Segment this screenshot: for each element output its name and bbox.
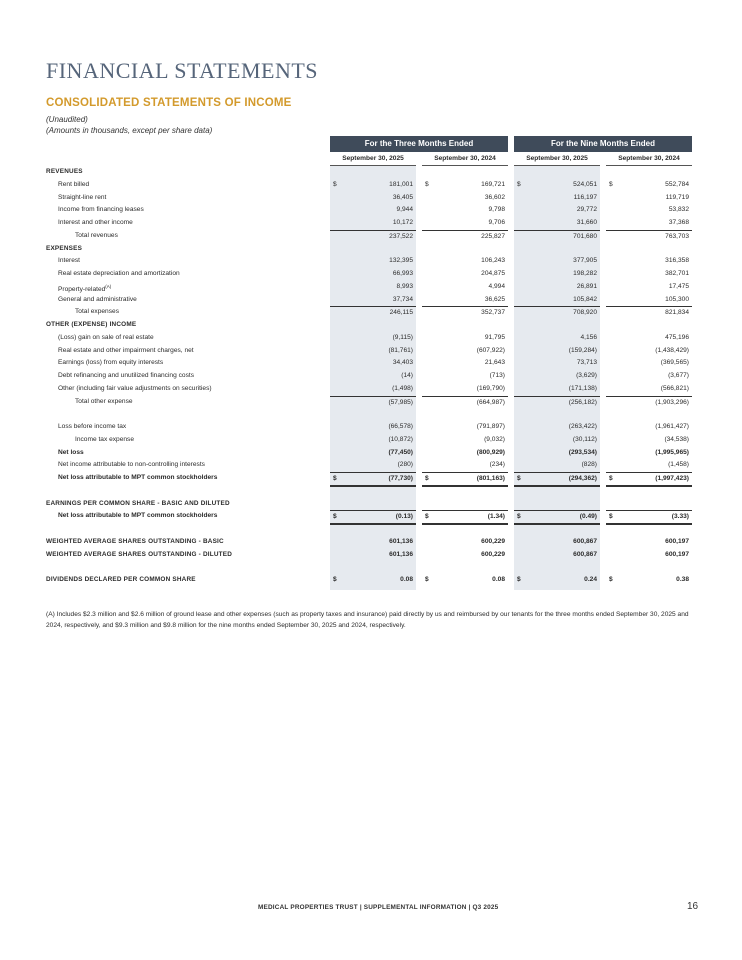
cell-value: 53,832 — [668, 206, 689, 214]
row-label: Interest and other income — [58, 219, 133, 226]
cell-value: 105,842 — [573, 295, 597, 303]
cell-value: 237,522 — [389, 232, 413, 240]
cell-value: (3.33) — [671, 513, 689, 521]
cell-value: 600,197 — [665, 537, 689, 545]
cell-value: 36,405 — [392, 193, 413, 201]
cell-value: 0.08 — [492, 576, 505, 583]
statement-title: CONSOLIDATED STATEMENTS OF INCOME — [46, 97, 292, 109]
table-row — [0, 319, 742, 331]
value-cell — [606, 345, 692, 357]
row-label: Loss before income tax — [58, 423, 127, 430]
value-cell — [606, 255, 692, 267]
cell-value: (263,422) — [568, 423, 597, 430]
value-cell — [330, 332, 416, 344]
value-cell — [422, 434, 508, 446]
table-row — [0, 396, 742, 408]
cell-value: 701,680 — [573, 232, 597, 240]
row-label: WEIGHTED AVERAGE SHARES OUTSTANDING - DILUTED — [46, 550, 233, 558]
value-cell — [422, 192, 508, 204]
table-row — [0, 370, 742, 382]
value-cell — [422, 447, 508, 459]
value-cell — [606, 217, 692, 229]
row-label: EARNINGS PER COMMON SHARE - BASIC AND DILUTED — [46, 499, 230, 507]
cell-value: (81,761) — [388, 346, 413, 354]
value-cell — [330, 434, 416, 446]
cell-value: 763,703 — [665, 232, 689, 240]
value-cell — [422, 294, 508, 306]
value-cell — [422, 204, 508, 216]
group-header-three-months: For the Three Months Ended — [330, 136, 508, 152]
dollar-sign: $ — [333, 180, 337, 188]
table-row — [0, 574, 742, 586]
value-cell — [606, 281, 692, 293]
page-title: FINANCIAL STATEMENTS — [46, 58, 319, 83]
cell-value: 601,136 — [389, 537, 413, 545]
value-cell — [330, 536, 416, 548]
cell-value: 600,867 — [573, 537, 597, 545]
value-cell — [514, 447, 600, 459]
cell-value: (566,821) — [660, 384, 689, 392]
column-header-q3-2024: September 30, 2024 — [422, 152, 508, 166]
value-cell — [514, 345, 600, 357]
cell-value: (3,629) — [576, 372, 597, 379]
row-label: (Loss) gain on sale of real estate — [58, 333, 154, 341]
cell-value: (1.34) — [487, 513, 505, 521]
value-cell — [422, 357, 508, 369]
table-row — [0, 536, 742, 548]
row-label: Net loss attributable to MPT common stockholders — [58, 474, 218, 481]
value-cell — [422, 255, 508, 267]
value-cell — [514, 179, 600, 191]
value-cell — [330, 574, 416, 586]
cell-value: 524,051 — [573, 180, 597, 188]
cell-value: (1,997,423) — [655, 475, 689, 482]
cell-value: (0.13) — [395, 513, 413, 521]
value-cell — [606, 370, 692, 382]
column-header-9m-2025: September 30, 2025 — [514, 152, 600, 166]
cell-value: 9,706 — [488, 219, 505, 226]
page-number: 16 — [687, 901, 699, 912]
cell-value: (828) — [581, 461, 597, 469]
cell-value: (713) — [489, 372, 505, 379]
cell-value: 9,798 — [488, 206, 505, 214]
row-label: Other (including fair value adjustments on securities) — [58, 384, 212, 392]
amounts-note: (Amounts in thousands, except per share data) — [46, 126, 213, 135]
dollar-sign: $ — [333, 576, 337, 583]
value-cell — [606, 332, 692, 344]
cell-value: 116,197 — [573, 193, 597, 201]
value-cell — [422, 536, 508, 548]
value-cell — [514, 574, 600, 586]
value-cell — [606, 383, 692, 395]
value-cell — [330, 396, 416, 409]
cell-value: 73,713 — [576, 359, 597, 367]
row-label: Net loss attributable to MPT common stockholders — [58, 512, 218, 520]
cell-value: 552,784 — [665, 180, 689, 188]
cell-value: (14) — [401, 372, 413, 379]
table-row — [0, 561, 742, 573]
cell-value: (3,677) — [668, 372, 689, 379]
table-row — [0, 447, 742, 459]
dollar-sign: $ — [609, 180, 613, 188]
row-label: Total expenses — [75, 308, 119, 316]
value-cell — [514, 332, 600, 344]
value-cell — [422, 268, 508, 280]
cell-value: 169,721 — [481, 180, 505, 188]
column-header-q3-2025: September 30, 2025 — [330, 152, 416, 166]
cell-value: 26,891 — [576, 282, 597, 290]
value-cell — [514, 268, 600, 280]
value-cell — [514, 357, 600, 369]
row-label: Interest — [58, 257, 80, 265]
row-label: OTHER (EXPENSE) INCOME — [46, 321, 137, 328]
cell-value: 708,920 — [573, 309, 597, 317]
cell-value: 105,300 — [665, 295, 689, 303]
cell-value: 66,993 — [392, 270, 413, 277]
value-cell — [330, 345, 416, 357]
cell-value: 36,625 — [484, 295, 505, 303]
cell-value: (57,985) — [388, 398, 413, 406]
cell-value: 9,944 — [396, 206, 413, 214]
cell-value: (801,163) — [476, 475, 505, 482]
row-label: WEIGHTED AVERAGE SHARES OUTSTANDING - BASIC — [46, 537, 224, 545]
value-cell — [606, 204, 692, 216]
value-cell — [514, 434, 600, 446]
cell-value: 91,795 — [484, 333, 505, 341]
value-cell — [606, 459, 692, 471]
table-row — [0, 255, 742, 267]
dollar-sign: $ — [425, 576, 429, 583]
value-cell — [514, 230, 600, 243]
cell-value: (169,790) — [476, 384, 505, 392]
value-cell — [514, 536, 600, 548]
value-cell — [514, 370, 600, 382]
cell-value: 204,875 — [481, 270, 505, 277]
cell-value: 8,993 — [396, 282, 413, 290]
cell-value: 0.24 — [584, 576, 597, 583]
cell-value: (171,138) — [568, 384, 597, 392]
dollar-sign: $ — [517, 475, 521, 482]
value-cell — [422, 370, 508, 382]
value-cell — [330, 383, 416, 395]
value-cell — [514, 192, 600, 204]
value-cell — [330, 421, 416, 433]
value-cell — [422, 217, 508, 229]
cell-value: (791,897) — [476, 423, 505, 430]
value-cell — [422, 281, 508, 293]
table-row — [0, 294, 742, 306]
cell-value: (369,565) — [660, 359, 689, 367]
row-label: Earnings (loss) from equity interests — [58, 359, 164, 367]
cell-value: (0.49) — [579, 513, 597, 521]
cell-value: 601,136 — [389, 550, 413, 558]
row-label: Rent billed — [58, 180, 90, 188]
dollar-sign: $ — [609, 576, 613, 583]
table-row — [0, 204, 742, 216]
value-cell — [606, 294, 692, 306]
dollar-sign: $ — [333, 475, 337, 482]
value-cell — [606, 549, 692, 561]
value-cell — [606, 179, 692, 191]
cell-value: (293,534) — [568, 448, 597, 456]
value-cell — [514, 217, 600, 229]
column-header-9m-2024: September 30, 2024 — [606, 152, 692, 166]
cell-value: (10,872) — [388, 435, 413, 443]
table-row — [0, 332, 742, 344]
table-row — [0, 485, 742, 497]
cell-value: (607,922) — [476, 346, 505, 354]
dollar-sign: $ — [517, 513, 521, 521]
dollar-sign: $ — [425, 475, 429, 482]
cell-value: 4,156 — [580, 333, 597, 341]
cell-value: (159,284) — [568, 346, 597, 354]
row-label: Net loss — [58, 448, 84, 456]
value-cell — [422, 230, 508, 243]
value-cell — [330, 370, 416, 382]
dollar-sign: $ — [517, 180, 521, 188]
dollar-sign: $ — [609, 475, 613, 482]
row-label: DIVIDENDS DECLARED PER COMMON SHARE — [46, 576, 196, 583]
cell-value: 119,719 — [665, 193, 689, 201]
table-row — [0, 166, 742, 178]
cell-value: (800,929) — [476, 448, 505, 456]
cell-value: 4,994 — [488, 282, 505, 290]
cell-value: 37,368 — [668, 219, 689, 226]
table-row — [0, 306, 742, 318]
value-cell — [606, 306, 692, 319]
cell-value: (30,112) — [572, 435, 597, 443]
table-row — [0, 549, 742, 561]
row-label: Straight-line rent — [58, 193, 107, 201]
row-label: Total revenues — [75, 231, 118, 239]
unaudited-note: (Unaudited) — [46, 115, 88, 124]
cell-value: (234) — [489, 461, 505, 469]
value-cell — [422, 179, 508, 191]
footnote-marker: (A) — [105, 283, 112, 289]
value-cell — [330, 306, 416, 319]
value-cell — [606, 357, 692, 369]
group-header-nine-months: For the Nine Months Ended — [514, 136, 692, 152]
cell-value: 316,358 — [665, 257, 689, 265]
table-row — [0, 459, 742, 471]
value-cell — [330, 192, 416, 204]
cell-value: (1,498) — [392, 384, 413, 392]
cell-value: 106,243 — [481, 257, 505, 265]
value-cell — [422, 332, 508, 344]
cell-value: 198,282 — [573, 270, 597, 277]
cell-value: 600,229 — [481, 550, 505, 558]
value-cell — [330, 294, 416, 306]
value-cell — [422, 345, 508, 357]
table-row — [0, 268, 742, 280]
cell-value: 600,229 — [481, 537, 505, 545]
cell-value: (9,032) — [484, 435, 505, 443]
row-label: Real estate and other impairment charges, net — [58, 346, 194, 354]
value-cell — [606, 396, 692, 409]
value-cell — [422, 574, 508, 586]
table-row — [0, 230, 742, 242]
value-cell — [330, 549, 416, 561]
cell-value: 29,772 — [576, 206, 597, 214]
value-cell — [514, 549, 600, 561]
cell-value: 600,867 — [573, 550, 597, 558]
table-row — [0, 281, 742, 293]
value-cell — [422, 549, 508, 561]
cell-value: 382,701 — [665, 270, 689, 277]
cell-value: (256,182) — [568, 398, 597, 406]
row-label: Total other expense — [75, 397, 133, 405]
value-cell — [514, 421, 600, 433]
value-cell — [330, 204, 416, 216]
table-row — [0, 383, 742, 395]
cell-value: 37,734 — [392, 295, 413, 303]
cell-value: 0.08 — [400, 576, 413, 583]
footnote: (A) Includes $2.3 million and $2.6 million of ground lease and other expenses (such as property taxes and insurance) paid directly by us and reimbursed by our tenants for the three months ended September 30, 2025 and 2024, respectively, and $9.3 million and $9.8 million for the nine months ended September 30, 2025 and 2024, respectively. — [46, 611, 689, 629]
value-cell — [606, 268, 692, 280]
row-label: EXPENSES — [46, 244, 83, 252]
value-cell — [514, 396, 600, 409]
value-cell — [514, 294, 600, 306]
row-label: Real estate depreciation and amortization — [58, 270, 180, 277]
value-cell — [330, 459, 416, 471]
row-label: Income from financing leases — [58, 206, 144, 214]
value-cell — [422, 306, 508, 319]
value-cell — [330, 255, 416, 267]
table-row — [0, 510, 742, 522]
cell-value: (294,362) — [568, 475, 597, 482]
value-cell — [514, 306, 600, 319]
value-cell — [606, 536, 692, 548]
row-label: REVENUES — [46, 168, 83, 175]
cell-value: 377,905 — [573, 257, 597, 265]
table-row — [0, 217, 742, 229]
cell-value: (77,730) — [388, 475, 413, 482]
cell-value: (1,961,427) — [655, 423, 689, 430]
dollar-sign: $ — [425, 513, 429, 521]
cell-value: 17,475 — [668, 282, 689, 290]
cell-value: 600,197 — [665, 550, 689, 558]
cell-value: (1,438,429) — [655, 346, 689, 354]
value-cell — [514, 255, 600, 267]
value-cell — [606, 192, 692, 204]
cell-value: (664,987) — [476, 398, 505, 406]
cell-value: 181,001 — [389, 180, 413, 188]
cell-value: (9,115) — [392, 333, 413, 341]
value-cell — [514, 204, 600, 216]
table-row — [0, 498, 742, 510]
cell-value: 0.38 — [676, 576, 689, 583]
table-row — [0, 192, 742, 204]
cell-value: 132,395 — [389, 257, 413, 265]
value-cell — [606, 574, 692, 586]
cell-value: 475,196 — [665, 333, 689, 341]
table-row — [0, 408, 742, 420]
value-cell — [606, 434, 692, 446]
cell-value: 225,827 — [481, 232, 505, 240]
value-cell — [330, 281, 416, 293]
table-row — [0, 472, 742, 484]
table-row — [0, 179, 742, 191]
row-label-text: Property-related — [58, 285, 106, 293]
row-label: Debt refinancing and unutilized financing costs — [58, 372, 194, 379]
cell-value: 821,834 — [665, 309, 689, 317]
row-label: Income tax expense — [75, 435, 135, 443]
value-cell — [422, 383, 508, 395]
cell-value: 21,643 — [484, 359, 505, 367]
row-label: General and administrative — [58, 295, 137, 303]
cell-value: 34,403 — [392, 359, 413, 367]
cell-value: 246,115 — [389, 309, 413, 317]
value-cell — [514, 383, 600, 395]
cell-value: (34,538) — [664, 435, 689, 443]
value-cell — [330, 447, 416, 459]
table-row — [0, 421, 742, 433]
cell-value: (1,903,296) — [655, 398, 689, 406]
value-cell — [422, 396, 508, 409]
cell-value: 31,660 — [576, 219, 597, 226]
value-cell — [330, 357, 416, 369]
value-cell — [514, 459, 600, 471]
cell-value: (77,450) — [388, 448, 413, 456]
cell-value: 10,172 — [392, 219, 413, 226]
table-row — [0, 345, 742, 357]
table-row — [0, 434, 742, 446]
cell-value: (280) — [397, 461, 413, 469]
dollar-sign: $ — [425, 180, 429, 188]
table-row — [0, 523, 742, 535]
cell-value: (1,995,965) — [655, 448, 689, 456]
value-cell — [330, 268, 416, 280]
row-label: Net income attributable to non-controlling interests — [58, 461, 205, 469]
cell-value: 36,602 — [484, 193, 505, 201]
dollar-sign: $ — [517, 576, 521, 583]
value-cell — [422, 459, 508, 471]
value-cell — [606, 421, 692, 433]
value-cell — [606, 230, 692, 243]
cell-value: 352,737 — [481, 309, 505, 317]
table-row — [0, 357, 742, 369]
cell-value: (1,458) — [668, 461, 689, 469]
value-cell — [606, 447, 692, 459]
value-cell — [514, 281, 600, 293]
value-cell — [330, 179, 416, 191]
cell-value: (66,578) — [388, 423, 413, 430]
page-footer: MEDICAL PROPERTIES TRUST | SUPPLEMENTAL INFORMATION | Q3 2025 — [258, 904, 499, 911]
value-cell — [330, 217, 416, 229]
dollar-sign: $ — [333, 513, 337, 521]
value-cell — [330, 230, 416, 243]
dollar-sign: $ — [609, 513, 613, 521]
value-cell — [422, 421, 508, 433]
table-row — [0, 243, 742, 255]
